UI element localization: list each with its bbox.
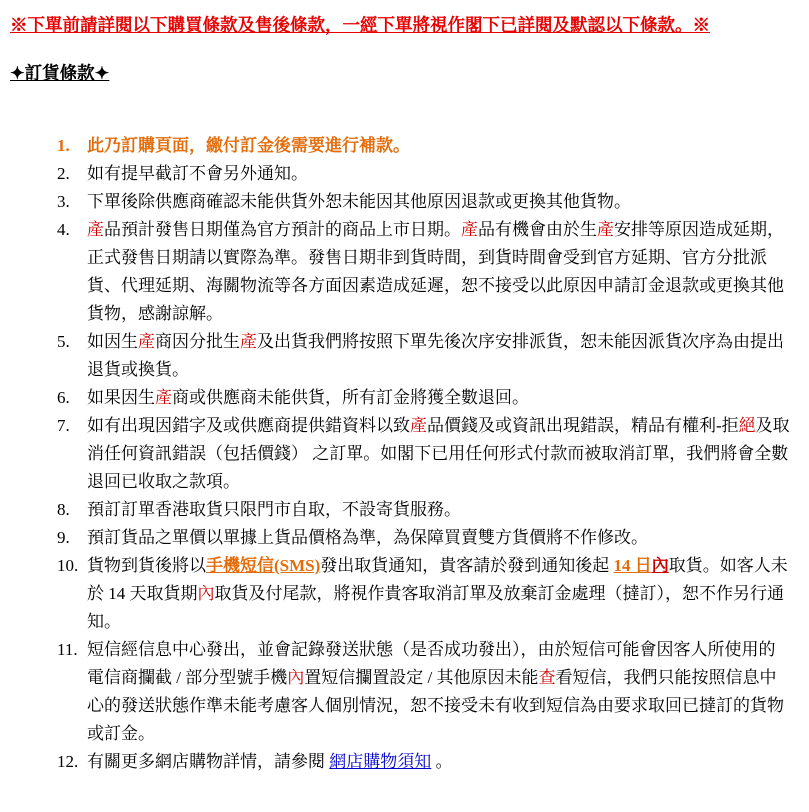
term-item-number: 10.: [57, 556, 79, 575]
text-segment: 如果因生: [87, 388, 155, 407]
terms-list: [8, 132, 799, 776]
term-item-text: [87, 132, 791, 160]
term-item-number: 12.: [57, 752, 79, 771]
term-item: [57, 636, 791, 748]
term-item-number: 11.: [57, 640, 78, 659]
term-item: [57, 328, 791, 384]
text-segment: 絕: [738, 416, 756, 435]
text-segment: 內: [287, 668, 305, 687]
text-segment: 品有機會由於生: [478, 220, 597, 239]
term-item: [57, 524, 791, 552]
term-item-text: [87, 748, 791, 776]
text-segment: 產: [597, 220, 614, 239]
text-segment: 內: [197, 584, 215, 603]
term-item-number: 4.: [57, 220, 70, 239]
term-item: [57, 552, 791, 636]
text-segment: 商或供應商未能供貨，所有訂金將獲全數退回。: [172, 388, 529, 407]
text-segment: 有關更多網店購物詳情，請參閱: [87, 752, 330, 771]
term-item-text: [87, 412, 791, 496]
text-segment: 短信經信息中心發出，並會記錄發送狀態（是否成功發出），由於短信可能會因客人所使用的電信商攔截 / 部分型號手機: [87, 640, 776, 687]
text-segment: 安排等原因造成延期，正式發售日期請以實際為準。發售日期非到貨時間，到貨時間會受到官方延期、官方分批派貨、代理延期、海關物流等各方面因素造成延遲，恕不接受以此原因申請訂金退款或更換其他貨物，感謝諒解。: [87, 220, 784, 323]
text-segment: 查: [538, 668, 556, 687]
term-item: [57, 384, 791, 412]
term-item: [57, 412, 791, 496]
term-item-text: [87, 384, 791, 412]
top-notice-heading: ※下單前請詳閱以下購買條款及售後條款，一經下單將視作閣下已詳閱及默認以下條款。※: [10, 15, 710, 35]
text-segment: 下單後除供應商確認未能供貨外恕未能因其他原因退款或更換其他貨物。: [87, 192, 631, 211]
term-item: [57, 748, 791, 776]
text-segment: 如因生: [87, 332, 138, 351]
text-segment: 貨物到貨後將以: [87, 556, 206, 575]
text-segment: 如有提早截訂不會另外通知。: [87, 164, 308, 183]
text-segment: 內: [651, 556, 669, 575]
text-segment: 品預計發售日期僅為官方預計的商品上市日期。: [104, 220, 461, 239]
term-item: [57, 496, 791, 524]
text-segment: 商因分批生: [155, 332, 240, 351]
term-item-number: 5.: [57, 332, 70, 351]
term-item-text: [87, 328, 791, 384]
text-segment: 及出貨我們將按照下單先後次序安排派貨，恕未能因派貨次序為由提出退貨或換貨。: [87, 332, 784, 379]
text-segment: 預訂訂單香港取貨只限門市自取，不設寄貨服務。: [87, 500, 461, 519]
term-item-number: 3.: [57, 192, 70, 211]
text-segment: 14 日: [613, 556, 652, 575]
text-segment: 預訂貨品之單價以單據上貨品價格為準，為保障買賣雙方貨價將不作修改。: [87, 528, 648, 547]
term-item-text: [87, 552, 791, 636]
term-item-number: 9.: [57, 528, 70, 547]
term-item-text: [87, 636, 791, 748]
term-item-text: [87, 188, 791, 216]
term-item: [57, 132, 791, 160]
text-segment: 如有出現因錯字及或供應商提供錯資料以致: [87, 416, 410, 435]
text-segment: 產: [138, 332, 155, 351]
term-item: [57, 216, 791, 328]
order-terms-section-title: ✦訂貨條款✦: [10, 63, 110, 83]
term-item-number: 1.: [57, 136, 70, 155]
text-segment: 及取消任何資訊錯誤（包括價錢） 之訂單。如閣下已用任何形式付款而被取消訂單，我們將會全數退回已收取之款項。: [87, 416, 790, 491]
term-item-text: [87, 160, 791, 188]
term-item-number: 8.: [57, 500, 70, 519]
term-item: [57, 188, 791, 216]
text-segment: 取貨。如客人未於 14 天取貨期: [87, 556, 788, 603]
text-segment: 。: [431, 752, 453, 771]
text-segment: 置短信攔置設定 / 其他原因未能: [304, 668, 539, 687]
term-item-number: 7.: [57, 416, 70, 435]
text-segment: 取貨及付尾款，將視作貴客取消訂單及放棄訂金處理（撻訂），恕不作另行通知。: [87, 584, 784, 631]
text-segment: 產: [155, 388, 172, 407]
text-segment: 發出取貨通知，貴客請於發到通知後起: [320, 556, 614, 575]
text-segment: 品價錢及或資訊出現錯誤，精品有權利-拒: [427, 416, 739, 435]
text-segment: 此乃訂購頁面，繳付訂金後需要進行補款。: [87, 136, 410, 155]
text-segment: 產: [461, 220, 478, 239]
term-item-text: [87, 496, 791, 524]
text-segment: 產: [410, 416, 427, 435]
text-segment: 看短信，我們只能按照信息中心的發送狀態作準未能考慮客人個別情況，恕不接受未有收到短信為由要求取回已撻訂的貨物或訂金。: [87, 668, 784, 743]
term-item: [57, 160, 791, 188]
shop-guide-link[interactable]: 網店購物須知: [329, 752, 432, 771]
term-item-text: [87, 524, 791, 552]
term-item-number: 2.: [57, 164, 70, 183]
term-item-number: 6.: [57, 388, 70, 407]
text-segment: 手機短信(SMS): [206, 556, 321, 575]
text-segment: 產: [87, 220, 104, 239]
text-segment: 產: [240, 332, 257, 351]
term-item-text: [87, 216, 791, 328]
